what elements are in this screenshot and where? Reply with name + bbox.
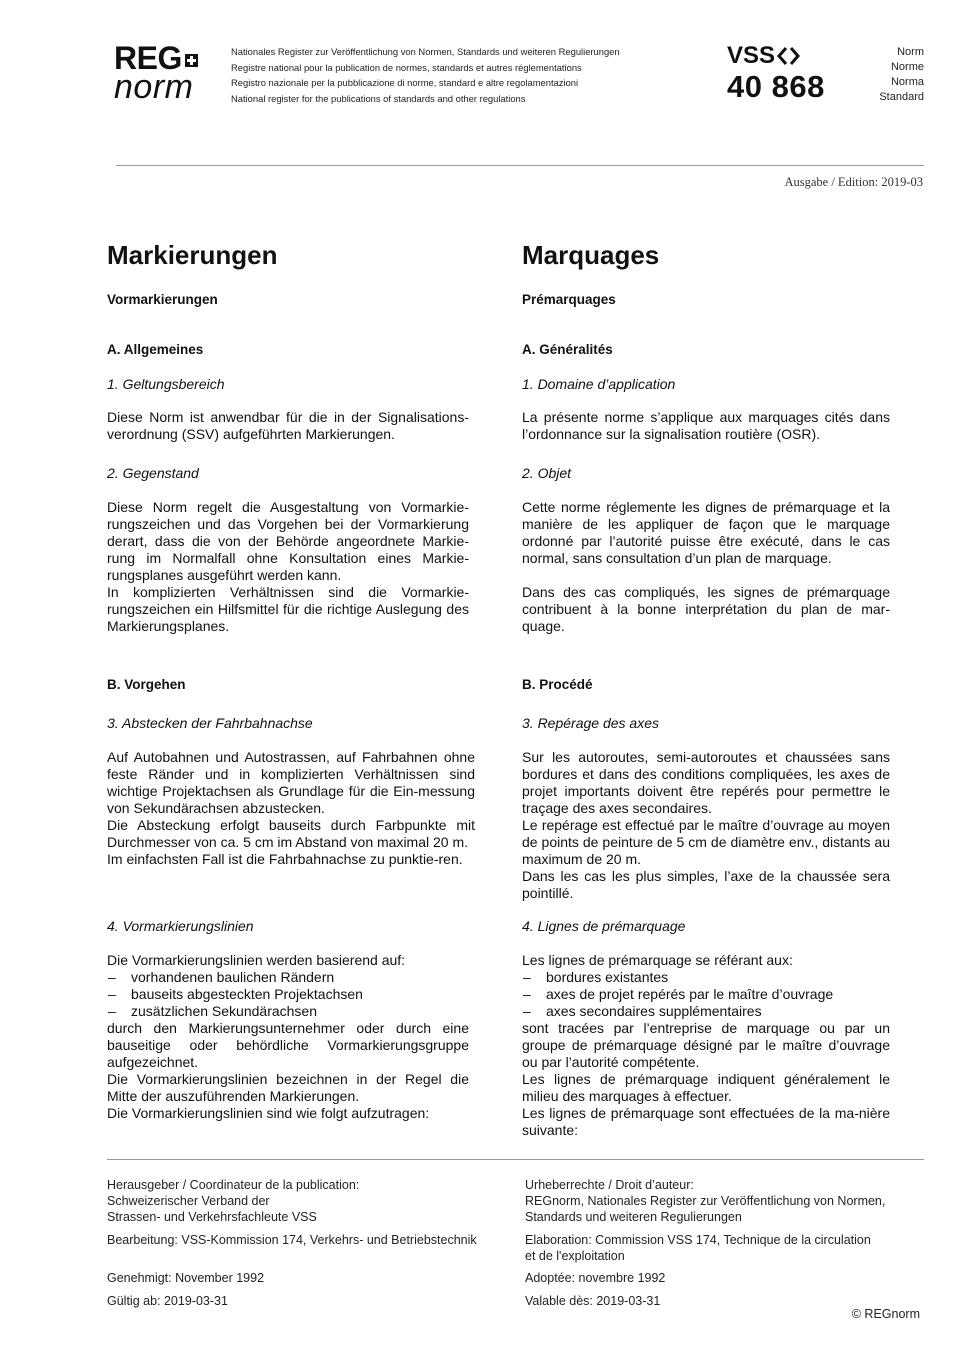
de-paragraph-2 bbox=[107, 499, 469, 635]
list-item-text: axes secondaires supplémentaires bbox=[546, 1003, 762, 1019]
publisher-name-1: Schweizerischer Verband der bbox=[107, 1194, 270, 1208]
approved-date-fr: Adoptée: novembre 1992 bbox=[525, 1271, 666, 1285]
fr-section-a-heading: A. Généralités bbox=[522, 342, 613, 357]
registry-line-de: Nationales Register zur Veröffentlichung von Normen, Standards und weiteren Regulierungen bbox=[231, 46, 620, 57]
de-paragraph-1: Diese Norm ist anwendbar für die in der Signalisations-verordnung (SSV) aufgeführten Markierungen. bbox=[107, 409, 469, 442]
de-paragraph-4d: Die Vormarkierungslinien sind wie folgt aufzutragen: bbox=[107, 1105, 430, 1121]
regnorm-logo bbox=[114, 42, 198, 104]
fr-paragraph-3c: Dans les cas les plus simples, l’axe de la chaussée sera pointillé. bbox=[522, 868, 890, 901]
copyright-label: Urheberrechte / Droit d’auteur: bbox=[525, 1178, 694, 1192]
fr-section-b-heading: B. Procédé bbox=[522, 677, 593, 692]
de-heading-4: 4. Vormarkierungslinien bbox=[107, 918, 254, 934]
list-item-text: vorhandenen baulichen Rändern bbox=[131, 969, 335, 985]
de-paragraph-2a: Diese Norm regelt die Ausgestaltung von Vormarkie-rungszeichen und das Vorgehen bei der Vormarkierung derart, dass die von der Behörde angeordnete Markie-rung im Normalfall ohne Konsultation eines Markie-rungsplanes ausgeführt werden kann. bbox=[107, 499, 469, 583]
list-item bbox=[522, 969, 890, 986]
fr-paragraph-3b: Le repérage est effectué par le maître d’ouvrage au moyen de points de peinture de 5 cm de diamètre env., distants au maximum de 20 m. bbox=[522, 817, 890, 867]
fr-paragraph-4b: sont tracées par l’entreprise de marquage ou par un groupe de prémarquage désigné par le maître d’ouvrage ou par l’autorité compétente. bbox=[522, 1020, 890, 1070]
fr-paragraph-3a: Sur les autoroutes, semi-autoroutes et chaussées sans bordures et dans des conditions compliquées, les axes de projet importants doivent être repérés pour permettre le traçage des axes secondaires. bbox=[522, 749, 890, 816]
de-paragraph-3c: Im einfachsten Fall ist die Fahrbahnachse zu punktie-ren. bbox=[107, 851, 463, 867]
copyright-notice: © REGnorm bbox=[851, 1307, 920, 1321]
de-paragraph-3b: Die Absteckung erfolgt bauseits durch Farbpunkte mit Durchmesser von ca. 5 cm im Abstand von maximal 20 m. bbox=[107, 817, 475, 850]
vss-logo bbox=[727, 44, 825, 102]
publisher-label: Herausgeber / Coordinateur de la publication: bbox=[107, 1178, 360, 1192]
de-heading-1: 1. Geltungsbereich bbox=[107, 376, 225, 392]
copyright-holder-2: Standards und weiteren Regulierungen bbox=[525, 1210, 742, 1224]
list-item bbox=[522, 986, 890, 1003]
de-paragraph-3 bbox=[107, 749, 475, 868]
de-heading-2: 2. Gegenstand bbox=[107, 465, 199, 481]
list-item-text: bordures existantes bbox=[546, 969, 669, 985]
fr-paragraph-2b: Dans des cas compliqués, les signes de prémarquage contribuent à la bonne interprétation du plan de mar-quage. bbox=[522, 584, 890, 634]
bullet-dash: – bbox=[523, 986, 531, 1002]
fr-heading-2: 2. Objet bbox=[522, 465, 572, 481]
editing-commission-de: Bearbeitung: VSS-Kommission 174, Verkehrs- und Betriebstechnik bbox=[107, 1233, 477, 1247]
editing-line-1: Elaboration: Commission VSS 174, Technique de la circulation bbox=[525, 1233, 871, 1247]
copyright-block bbox=[525, 1177, 885, 1225]
doc-type-en: Standard bbox=[879, 91, 924, 103]
de-paragraph-4b: durch den Markierungsunternehmer oder durch eine bauseitige oder behördliche Vormarkierungsgruppe aufgezeichnet. bbox=[107, 1020, 469, 1070]
publisher-block bbox=[107, 1177, 359, 1225]
de-title: Markierungen bbox=[107, 240, 278, 270]
doc-type-de: Norm bbox=[897, 46, 924, 58]
bullet-dash: – bbox=[108, 969, 116, 985]
valid-from-de: Gültig ab: 2019-03-31 bbox=[107, 1294, 228, 1308]
bullet-dash: – bbox=[523, 969, 531, 985]
list-item-text: axes de projet repérés par le maître d’ouvrage bbox=[546, 986, 834, 1002]
de-heading-3: 3. Abstecken der Fahrbahnachse bbox=[107, 715, 313, 731]
bullet-dash: – bbox=[108, 986, 116, 1002]
standard-number: 40 868 bbox=[727, 69, 825, 104]
list-item bbox=[107, 969, 469, 986]
fr-heading-1: 1. Domaine d’application bbox=[522, 376, 676, 392]
registry-line-fr: Registre national pour la publication de normes, standards et autres réglementations bbox=[231, 61, 582, 73]
approved-date-de: Genehmigt: November 1992 bbox=[107, 1271, 265, 1285]
list-item-text: zusätzlichen Sekundärachsen bbox=[131, 1003, 318, 1019]
doc-type-it: Norma bbox=[890, 76, 924, 88]
registry-line-en: National register for the publications of standards and other regulations bbox=[231, 92, 526, 104]
registry-description bbox=[231, 44, 620, 106]
de-section-a-heading: A. Allgemeines bbox=[107, 342, 204, 357]
fr-paragraph-4d: Les lignes de prémarquage sont effectuées de la ma-nière suivante: bbox=[522, 1105, 890, 1138]
fr-paragraph-3 bbox=[522, 749, 890, 902]
registry-line-it: Registro nazionale per la pubblicazione di norme, standard e altre regolamentazioni bbox=[231, 77, 579, 88]
de-paragraph-2b: In komplizierten Verhältnissen sind die Vormarkie-rungszeichen ein Hilfsmittel für die richtige Auslegung des Markierungsplanes. bbox=[107, 584, 469, 634]
fr-heading-3: 3. Repérage des axes bbox=[522, 715, 659, 731]
bullet-dash: – bbox=[523, 1003, 531, 1019]
logo-reg-text: REG bbox=[114, 40, 182, 76]
fr-paragraph-2 bbox=[522, 499, 890, 635]
vss-word: VSS bbox=[727, 42, 776, 69]
valid-from-fr: Valable dès: 2019-03-31 bbox=[525, 1294, 661, 1308]
edition-label: Ausgabe / Edition: 2019-03 bbox=[784, 175, 923, 189]
de-paragraph-3a: Auf Autobahnen und Autostrassen, auf Fahrbahnen ohne feste Ränder und in komplizierten Verhältnissen sind wichtige Projektachsen als Grundlage für die Ein-messung von Sekundärachsen abzustecken. bbox=[107, 749, 475, 816]
fr-paragraph-4c: Les lignes de prémarquage indiquent généralement le milieu des marquages à effectuer. bbox=[522, 1071, 890, 1104]
de-paragraph-4c: Die Vormarkierungslinien bezeichnen in der Regel die Mitte der auszuführenden Markierungen. bbox=[107, 1071, 469, 1104]
fr-paragraph-2a: Cette norme réglemente les dignes de prémarquage et la manière de les appliquer de façon que le marquage ordonné par l’autorité puisse être exécuté, dans le cas normal, sans consultation d’un plan de marquage. bbox=[522, 499, 890, 566]
fr-title: Marquages bbox=[522, 240, 660, 270]
header-divider bbox=[116, 165, 924, 166]
fr-paragraph-4a: Les lignes de prémarquage se référant aux: bbox=[522, 952, 793, 968]
logo-norm-text: norm bbox=[114, 68, 194, 106]
swiss-cross-icon bbox=[185, 54, 198, 67]
list-item bbox=[522, 1003, 890, 1020]
fr-subtitle: Prémarquages bbox=[522, 292, 616, 307]
editing-line-2: et de l'exploitation bbox=[525, 1249, 625, 1263]
list-item bbox=[107, 986, 469, 1003]
fr-paragraph-1: La présente norme s’applique aux marquages cités dans l’ordonnance sur la signalisation routière (OSR). bbox=[522, 409, 890, 442]
list-item bbox=[107, 1003, 469, 1020]
de-paragraph-4a: Die Vormarkierungslinien werden basierend auf: bbox=[107, 952, 406, 968]
footer-divider bbox=[107, 1159, 924, 1160]
publisher-name-2: Strassen- und Verkehrsfachleute VSS bbox=[107, 1210, 317, 1224]
document-type-list bbox=[879, 45, 924, 105]
fr-heading-4: 4. Lignes de prémarquage bbox=[522, 918, 686, 934]
list-item-text: bauseits abgesteckten Projektachsen bbox=[131, 986, 363, 1002]
de-subtitle: Vormarkierungen bbox=[107, 292, 218, 307]
fr-paragraph-4 bbox=[522, 952, 890, 1139]
bullet-dash: – bbox=[108, 1003, 116, 1019]
copyright-holder-1: REGnorm, Nationales Register zur Veröffentlichung von Normen, bbox=[525, 1194, 886, 1208]
editing-commission-fr bbox=[525, 1232, 871, 1264]
doc-type-fr: Norme bbox=[890, 61, 924, 73]
vss-arrow-icon bbox=[777, 46, 803, 66]
de-section-b-heading: B. Vorgehen bbox=[107, 677, 186, 692]
de-paragraph-4 bbox=[107, 952, 469, 1122]
